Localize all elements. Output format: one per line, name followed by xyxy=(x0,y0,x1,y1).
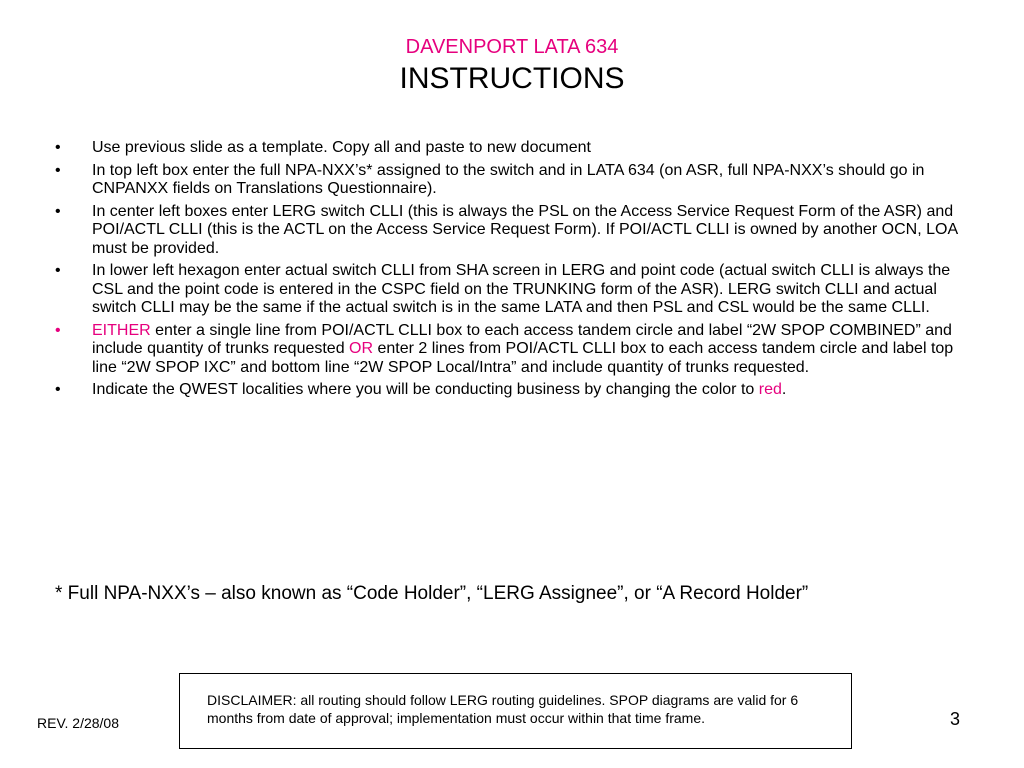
bullet-text: Indicate the QWEST localities where you will be conducting business by changing the color to xyxy=(92,381,759,398)
list-item xyxy=(52,162,962,199)
instruction-list xyxy=(52,139,962,404)
bullet-marker: • xyxy=(55,262,61,279)
page-number: 3 xyxy=(950,709,961,729)
disclaimer-box xyxy=(179,673,852,749)
disclaimer-text: DISCLAIMER: all routing should follow LERG routing guidelines. SPOP diagrams are valid for 6 months from date of approval; implementation must occur within that time frame. xyxy=(207,692,799,726)
list-item xyxy=(52,381,962,400)
bullet-marker: • xyxy=(55,161,61,179)
bullet-text: Use previous slide as a template. Copy all and paste to new document xyxy=(92,139,591,156)
bullet-marker: • xyxy=(55,321,61,339)
lata-title: DAVENPORT LATA 634 xyxy=(405,36,619,58)
bullet-text: enter 2 lines from POI/ACTL CLLI box to each access tandem circle and label top line “2W SPOP IXC” and bottom line “2W SPOP Local/Intra” and include quantity of trunks requested. xyxy=(92,340,954,376)
bullet-text: In top left box enter the full NPA-NXX’s* assigned to the switch and in LATA 634 (on ASR, full NPA-NXX’s should go in CNPANXX fields on Translations Questionnaire). xyxy=(92,161,925,197)
footnote: * Full NPA-NXX’s – also known as “Code Holder”, “LERG Assignee”, or “A Record Holder” xyxy=(55,583,809,604)
bullet-text: enter a single line from POI/ACTL CLLI box to each access tandem circle and label “2W SPOP COMBINED” and include quantity of trunks requested xyxy=(92,321,952,357)
instructions-heading: INSTRUCTIONS xyxy=(399,62,625,95)
bullet-text: In center left boxes enter LERG switch CLLI (this is always the PSL on the Access Service Request Form of the ASR) and POI/ACTL CLLI (this is the ACTL on the Access Service Request Form). If POI/ACTL CLLI is owned by another OCN, LOA must be provided. xyxy=(92,202,958,257)
red-keyword: red xyxy=(758,381,782,398)
bullet-marker: • xyxy=(55,381,61,398)
list-item xyxy=(52,203,962,259)
bullet-text: In lower left hexagon enter actual switch CLLI from SHA screen in LERG and point code (actual switch CLLI is always the CSL and the point code is entered in the CSPC field on the TRUNKING form of the ASR). LERG switch CLLI and actual switch CLLI may be the same if the actual switch is in the same LATA and then PSL and CSL would be the same CLLI. xyxy=(92,262,951,316)
bullet-text: . xyxy=(781,381,787,398)
slide-title xyxy=(0,34,1024,98)
list-item xyxy=(52,322,962,378)
revision-date: REV. 2/28/08 xyxy=(37,715,119,731)
either-keyword: EITHER xyxy=(92,321,151,339)
list-item xyxy=(52,262,962,318)
or-keyword: OR xyxy=(349,340,374,357)
bullet-marker: • xyxy=(55,139,61,156)
list-item xyxy=(52,139,962,158)
bullet-marker: • xyxy=(55,202,61,220)
